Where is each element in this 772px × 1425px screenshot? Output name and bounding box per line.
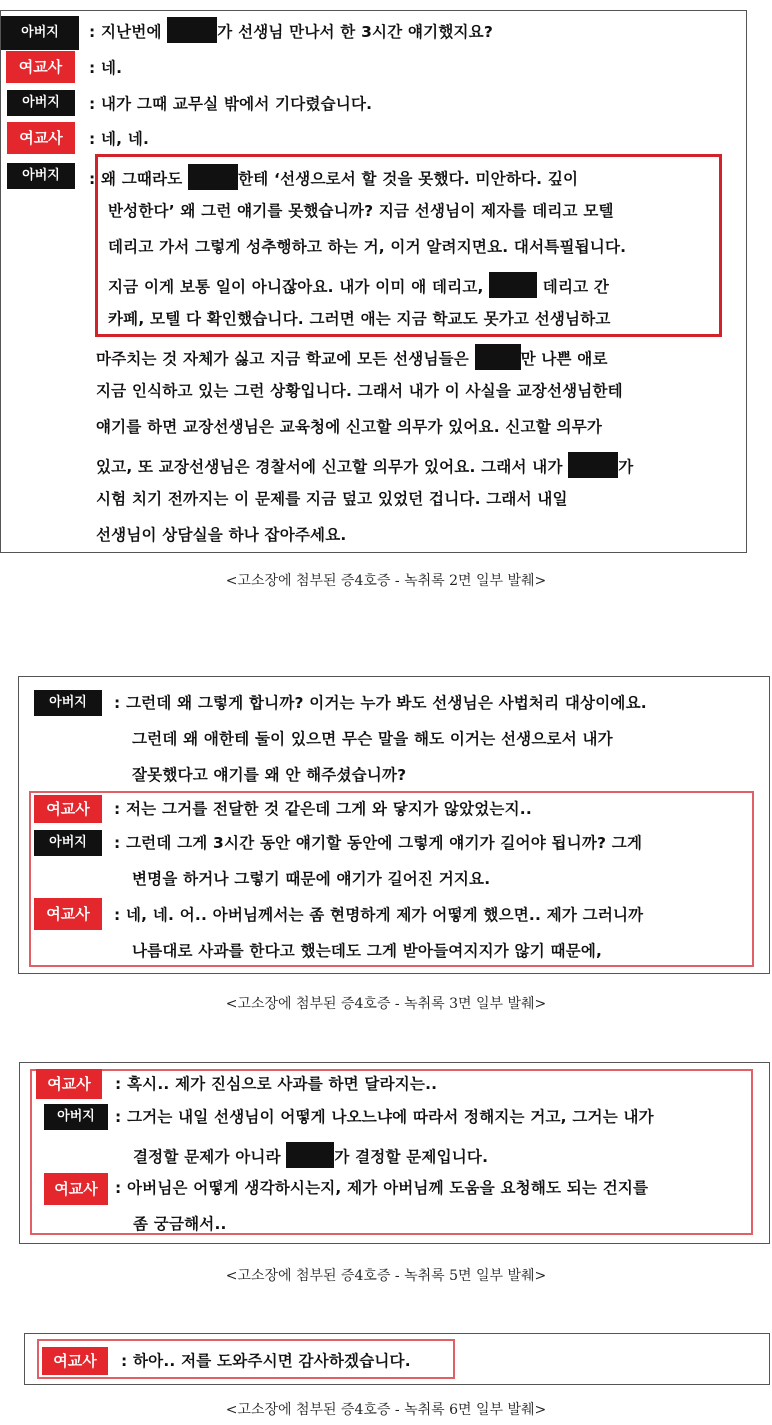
redaction-block [475,344,521,370]
speaker-badge-father: 아버지 [7,90,75,116]
transcript-line: : 네. [89,59,123,77]
redaction-block [167,17,217,43]
redaction-block [286,1142,334,1168]
redaction-block [489,272,537,298]
transcript-line: 지금 이게 보통 일이 아니잖아요. 내가 이미 애 데리고, 데리고 간 [108,272,609,298]
speaker-badge-father: 아버지 [44,1104,108,1130]
transcript-line: 지금 인식하고 있는 그런 상황입니다. 그래서 내가 이 사실을 교장선생님한테 [96,382,623,400]
transcript-line: : 지난번에 가 선생님 만나서 한 3시간 얘기했지요? [89,17,493,43]
transcript-excerpt-page-2 [0,10,747,553]
speaker-badge-father: 아버지 [7,163,75,189]
transcript-line: 결정할 문제가 아니라 가 결정할 문제입니다. [133,1142,488,1168]
transcript-line: 시험 치기 전까지는 이 문제를 지금 덮고 있었던 겁니다. 그래서 내일 [96,490,568,508]
transcript-line: : 내가 그때 교무실 밖에서 기다렸습니다. [89,95,373,113]
speaker-badge-father: 아버지 [1,16,79,50]
transcript-line: 그런데 왜 애한테 둘이 있으면 무슨 말을 해도 이거는 선생으로서 내가 [132,730,613,748]
speaker-badge-father: 아버지 [34,690,102,716]
transcript-line: 좀 궁금해서.. [133,1215,227,1233]
redaction-block [568,452,618,478]
excerpt-caption: <고소장에 첨부된 증4호증 - 녹취록 6면 일부 발췌> [225,1402,547,1418]
transcript-line: : 그거는 내일 선생님이 어떻게 나오느냐에 따라서 정해지는 거고, 그거는 내가 [115,1108,654,1126]
excerpt-caption: <고소장에 첨부된 증4호증 - 녹취록 5면 일부 발췌> [225,1268,547,1284]
transcript-line: : 왜 그때라도 한테 ‘선생으로서 할 것을 못했다. 미안하다. 깊이 [89,164,578,190]
transcript-line: : 하아.. 저를 도와주시면 감사하겠습니다. [121,1352,411,1370]
transcript-line: 카페, 모텔 다 확인했습니다. 그러면 애는 지금 학교도 못가고 선생님하고 [108,310,611,328]
transcript-line: 나름대로 사과를 한다고 했는데도 그게 받아들여지지가 않기 때문에, [132,942,603,960]
transcript-line: : 혹시.. 제가 진심으로 사과를 하면 달라지는.. [115,1075,438,1093]
speaker-badge-father: 아버지 [34,830,102,856]
transcript-line: 있고, 또 교장선생님은 경찰서에 신고할 의무가 있어요. 그래서 내가 가 [96,452,633,478]
speaker-badge-teacher: 여교사 [34,795,102,823]
transcript-line: : 그런데 왜 그렇게 합니까? 이거는 누가 봐도 선생님은 사법처리 대상이에요. [114,694,647,712]
transcript-excerpt-page-5 [19,1062,770,1244]
speaker-badge-teacher: 여교사 [36,1069,102,1099]
speaker-badge-teacher: 여교사 [42,1347,108,1375]
transcript-line: 얘기를 하면 교장선생님은 교육청에 신고할 의무가 있어요. 신고할 의무가 [96,418,603,436]
speaker-badge-teacher: 여교사 [6,51,75,83]
redaction-block [188,164,238,190]
transcript-line: 반성한다’ 왜 그런 얘기를 못했습니까? 지금 선생님이 제자를 데리고 모텔 [108,202,614,220]
transcript-line: 잘못했다고 얘기를 왜 안 해주셨습니까? [132,766,407,784]
speaker-badge-teacher: 여교사 [34,898,102,930]
transcript-line: : 그런데 그게 3시간 동안 얘기할 동안에 그렇게 얘기가 길어야 됩니까? 그게 [114,834,643,852]
transcript-line: 마주치는 것 자체가 싫고 지금 학교에 모든 선생님들은 만 나쁜 애로 [96,344,608,370]
speaker-badge-teacher: 여교사 [44,1173,108,1205]
transcript-line: : 네, 네. [89,130,150,148]
speaker-badge-teacher: 여교사 [7,122,75,154]
excerpt-caption: <고소장에 첨부된 증4호증 - 녹취록 2면 일부 발췌> [225,573,547,589]
transcript-excerpt-page-6 [24,1333,770,1385]
transcript-line: 선생님이 상담실을 하나 잡아주세요. [96,526,347,544]
transcript-line: : 네, 네. 어.. 아버님께서는 좀 현명하게 제가 어떻게 했으면.. 제가 그러니까 [114,906,644,924]
transcript-line: : 저는 그거를 전달한 것 같은데 그게 와 닿지가 않았었는지.. [114,800,532,818]
transcript-line: 데리고 가서 그렇게 성추행하고 하는 거, 이거 알려지면요. 대서특필됩니다. [108,238,627,256]
transcript-line: : 아버님은 어떻게 생각하시는지, 제가 아버님께 도움을 요청해도 되는 건지를 [115,1179,649,1197]
excerpt-caption: <고소장에 첨부된 증4호증 - 녹취록 3면 일부 발췌> [225,996,547,1012]
transcript-excerpt-page-3 [18,676,770,974]
transcript-line: 변명을 하거나 그렇기 때문에 얘기가 길어진 거지요. [132,870,491,888]
